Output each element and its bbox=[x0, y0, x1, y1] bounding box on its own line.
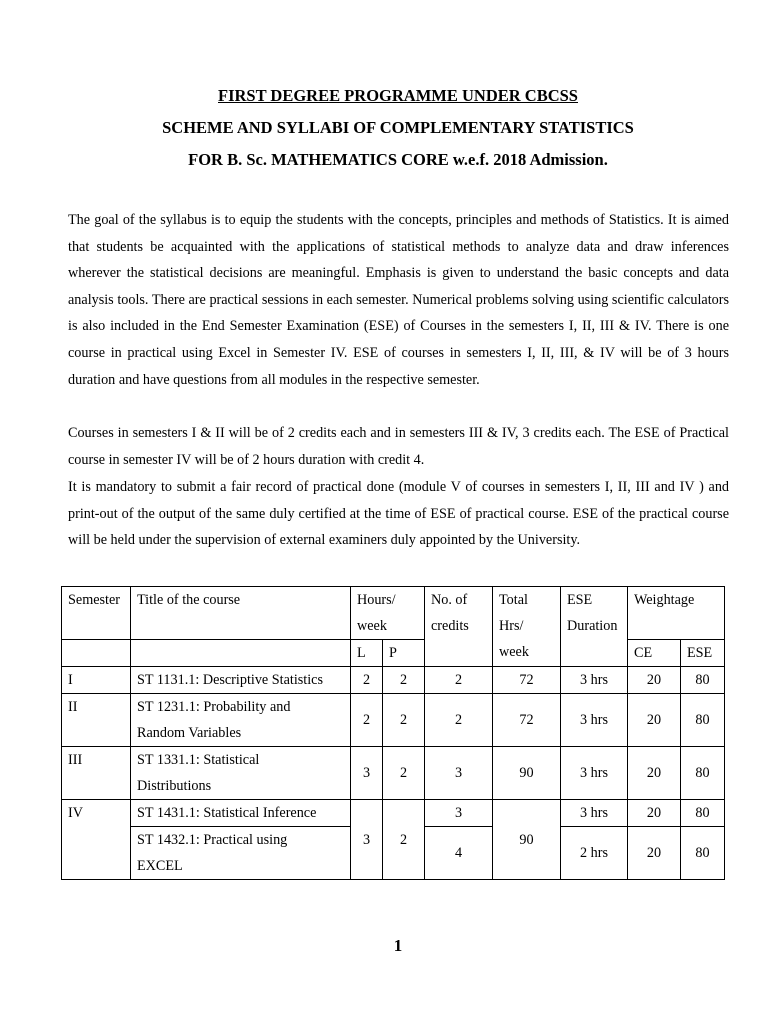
row-ese: 80 bbox=[681, 827, 725, 880]
row-credits: 4 bbox=[425, 827, 493, 880]
row-title bbox=[131, 827, 351, 880]
title-line-2: SCHEME AND SYLLABI OF COMPLEMENTARY STATISTICS bbox=[162, 118, 634, 137]
row-total: 90 bbox=[493, 747, 561, 800]
title-line-3: FOR B. Sc. MATHEMATICS CORE w.e.f. 2018 Admission. bbox=[188, 150, 608, 169]
header-ese-line2: Duration bbox=[567, 618, 618, 634]
row-ese: 80 bbox=[681, 747, 725, 800]
row-title-line2: Random Variables bbox=[137, 725, 242, 741]
row-credits: 3 bbox=[425, 747, 493, 800]
header-row bbox=[62, 587, 725, 640]
header-total-line1: Total bbox=[499, 592, 528, 608]
row-l: 2 bbox=[351, 667, 383, 694]
table-row bbox=[62, 800, 725, 827]
table-row bbox=[62, 694, 725, 747]
credits-paragraph-wrap bbox=[68, 420, 729, 473]
header-hours-line2: week bbox=[357, 618, 387, 634]
row-duration: 3 hrs bbox=[561, 694, 628, 747]
header-ese-duration bbox=[561, 587, 628, 667]
header-credits-line2: credits bbox=[431, 618, 469, 634]
row-ce: 20 bbox=[628, 800, 681, 827]
table-row bbox=[62, 747, 725, 800]
row-title: ST 1431.1: Statistical Inference bbox=[131, 800, 351, 827]
header-ese-line1: ESE bbox=[567, 592, 593, 608]
row-p: 2 bbox=[383, 800, 425, 880]
row-ese: 80 bbox=[681, 694, 725, 747]
header-ce: CE bbox=[628, 640, 681, 667]
row-semester: III bbox=[62, 747, 131, 800]
row-total: 72 bbox=[493, 694, 561, 747]
header-weightage: Weightage bbox=[628, 587, 725, 640]
row-ese: 80 bbox=[681, 667, 725, 694]
row-duration: 3 hrs bbox=[561, 667, 628, 694]
header-ese: ESE bbox=[681, 640, 725, 667]
row-title-line1: ST 1231.1: Probability and bbox=[137, 699, 291, 715]
row-total: 90 bbox=[493, 800, 561, 880]
header-credits bbox=[425, 587, 493, 667]
row-title-line1: ST 1432.1: Practical using bbox=[137, 832, 288, 848]
row-semester: II bbox=[62, 694, 131, 747]
row-ese: 80 bbox=[681, 800, 725, 827]
row-duration: 3 hrs bbox=[561, 800, 628, 827]
row-title-line1: ST 1331.1: Statistical bbox=[137, 752, 260, 768]
row-ce: 20 bbox=[628, 747, 681, 800]
paragraph-goal: The goal of the syllabus is to equip the students with the concepts, principles and methods of Statistics. It is aimed that students be acquainted with the applications of statistical methods to analyze data and draw inferences wherever the statistical decisions are meaningful. Emphasis is given to understand the basic concepts and data analysis tools. There are practical sessions in each semester. Numerical problems solving using scientific calculators is also included in the End Semester Examination (ESE) of Courses in the semesters I, II, III & IV. There is one course in practical using Excel in Semester IV. ESE of courses in semesters I, II, III, & IV will be of 3 hours duration and have questions from all modules in the respective semester. bbox=[68, 212, 729, 388]
course-table bbox=[61, 586, 725, 880]
header-total bbox=[493, 587, 561, 667]
row-duration: 3 hrs bbox=[561, 747, 628, 800]
row-credits: 2 bbox=[425, 667, 493, 694]
row-title-line2: EXCEL bbox=[137, 858, 183, 874]
row-p: 2 bbox=[383, 667, 425, 694]
intro-paragraph bbox=[68, 207, 729, 393]
record-paragraph-wrap bbox=[68, 474, 729, 554]
row-l: 2 bbox=[351, 694, 383, 747]
row-semester: IV bbox=[62, 800, 131, 880]
header-p: P bbox=[383, 640, 425, 667]
row-l: 3 bbox=[351, 747, 383, 800]
row-credits: 2 bbox=[425, 694, 493, 747]
paragraph-record: It is mandatory to submit a fair record of practical done (module V of courses in semesters I, II, III and IV ) and print-out of the output of the same duly certified at the time of ESE of practical course. ESE of the practical course will be held under the supervision of external examiners duly appointed by the University. bbox=[68, 479, 729, 549]
row-l: 3 bbox=[351, 800, 383, 880]
paragraph-credits: Courses in semesters I & II will be of 2 credits each and in semesters III & IV, 3 credits each. The ESE of Practical course in semester IV will be of 2 hours duration with credit 4. bbox=[68, 425, 729, 468]
row-duration: 2 hrs bbox=[561, 827, 628, 880]
row-p: 2 bbox=[383, 747, 425, 800]
header-semester: Semester bbox=[62, 587, 131, 640]
row-ce: 20 bbox=[628, 667, 681, 694]
row-title bbox=[131, 694, 351, 747]
row-ce: 20 bbox=[628, 827, 681, 880]
row-title: ST 1131.1: Descriptive Statistics bbox=[131, 667, 351, 694]
header-title: Title of the course bbox=[131, 587, 351, 640]
header-total-line3: week bbox=[499, 644, 529, 660]
header-l: L bbox=[351, 640, 383, 667]
row-credits: 3 bbox=[425, 800, 493, 827]
row-ce: 20 bbox=[628, 694, 681, 747]
row-title bbox=[131, 747, 351, 800]
header-hours bbox=[351, 587, 425, 640]
table-row bbox=[62, 667, 725, 694]
row-p: 2 bbox=[383, 694, 425, 747]
row-title-line2: Distributions bbox=[137, 778, 212, 794]
row-semester: I bbox=[62, 667, 131, 694]
header-hours-line1: Hours/ bbox=[357, 592, 396, 608]
header-credits-line1: No. of bbox=[431, 592, 468, 608]
header-total-line2: Hrs/ bbox=[499, 618, 524, 634]
page-number: 1 bbox=[393, 936, 403, 955]
row-total: 72 bbox=[493, 667, 561, 694]
title-line-1: FIRST DEGREE PROGRAMME UNDER CBCSS bbox=[218, 86, 578, 105]
